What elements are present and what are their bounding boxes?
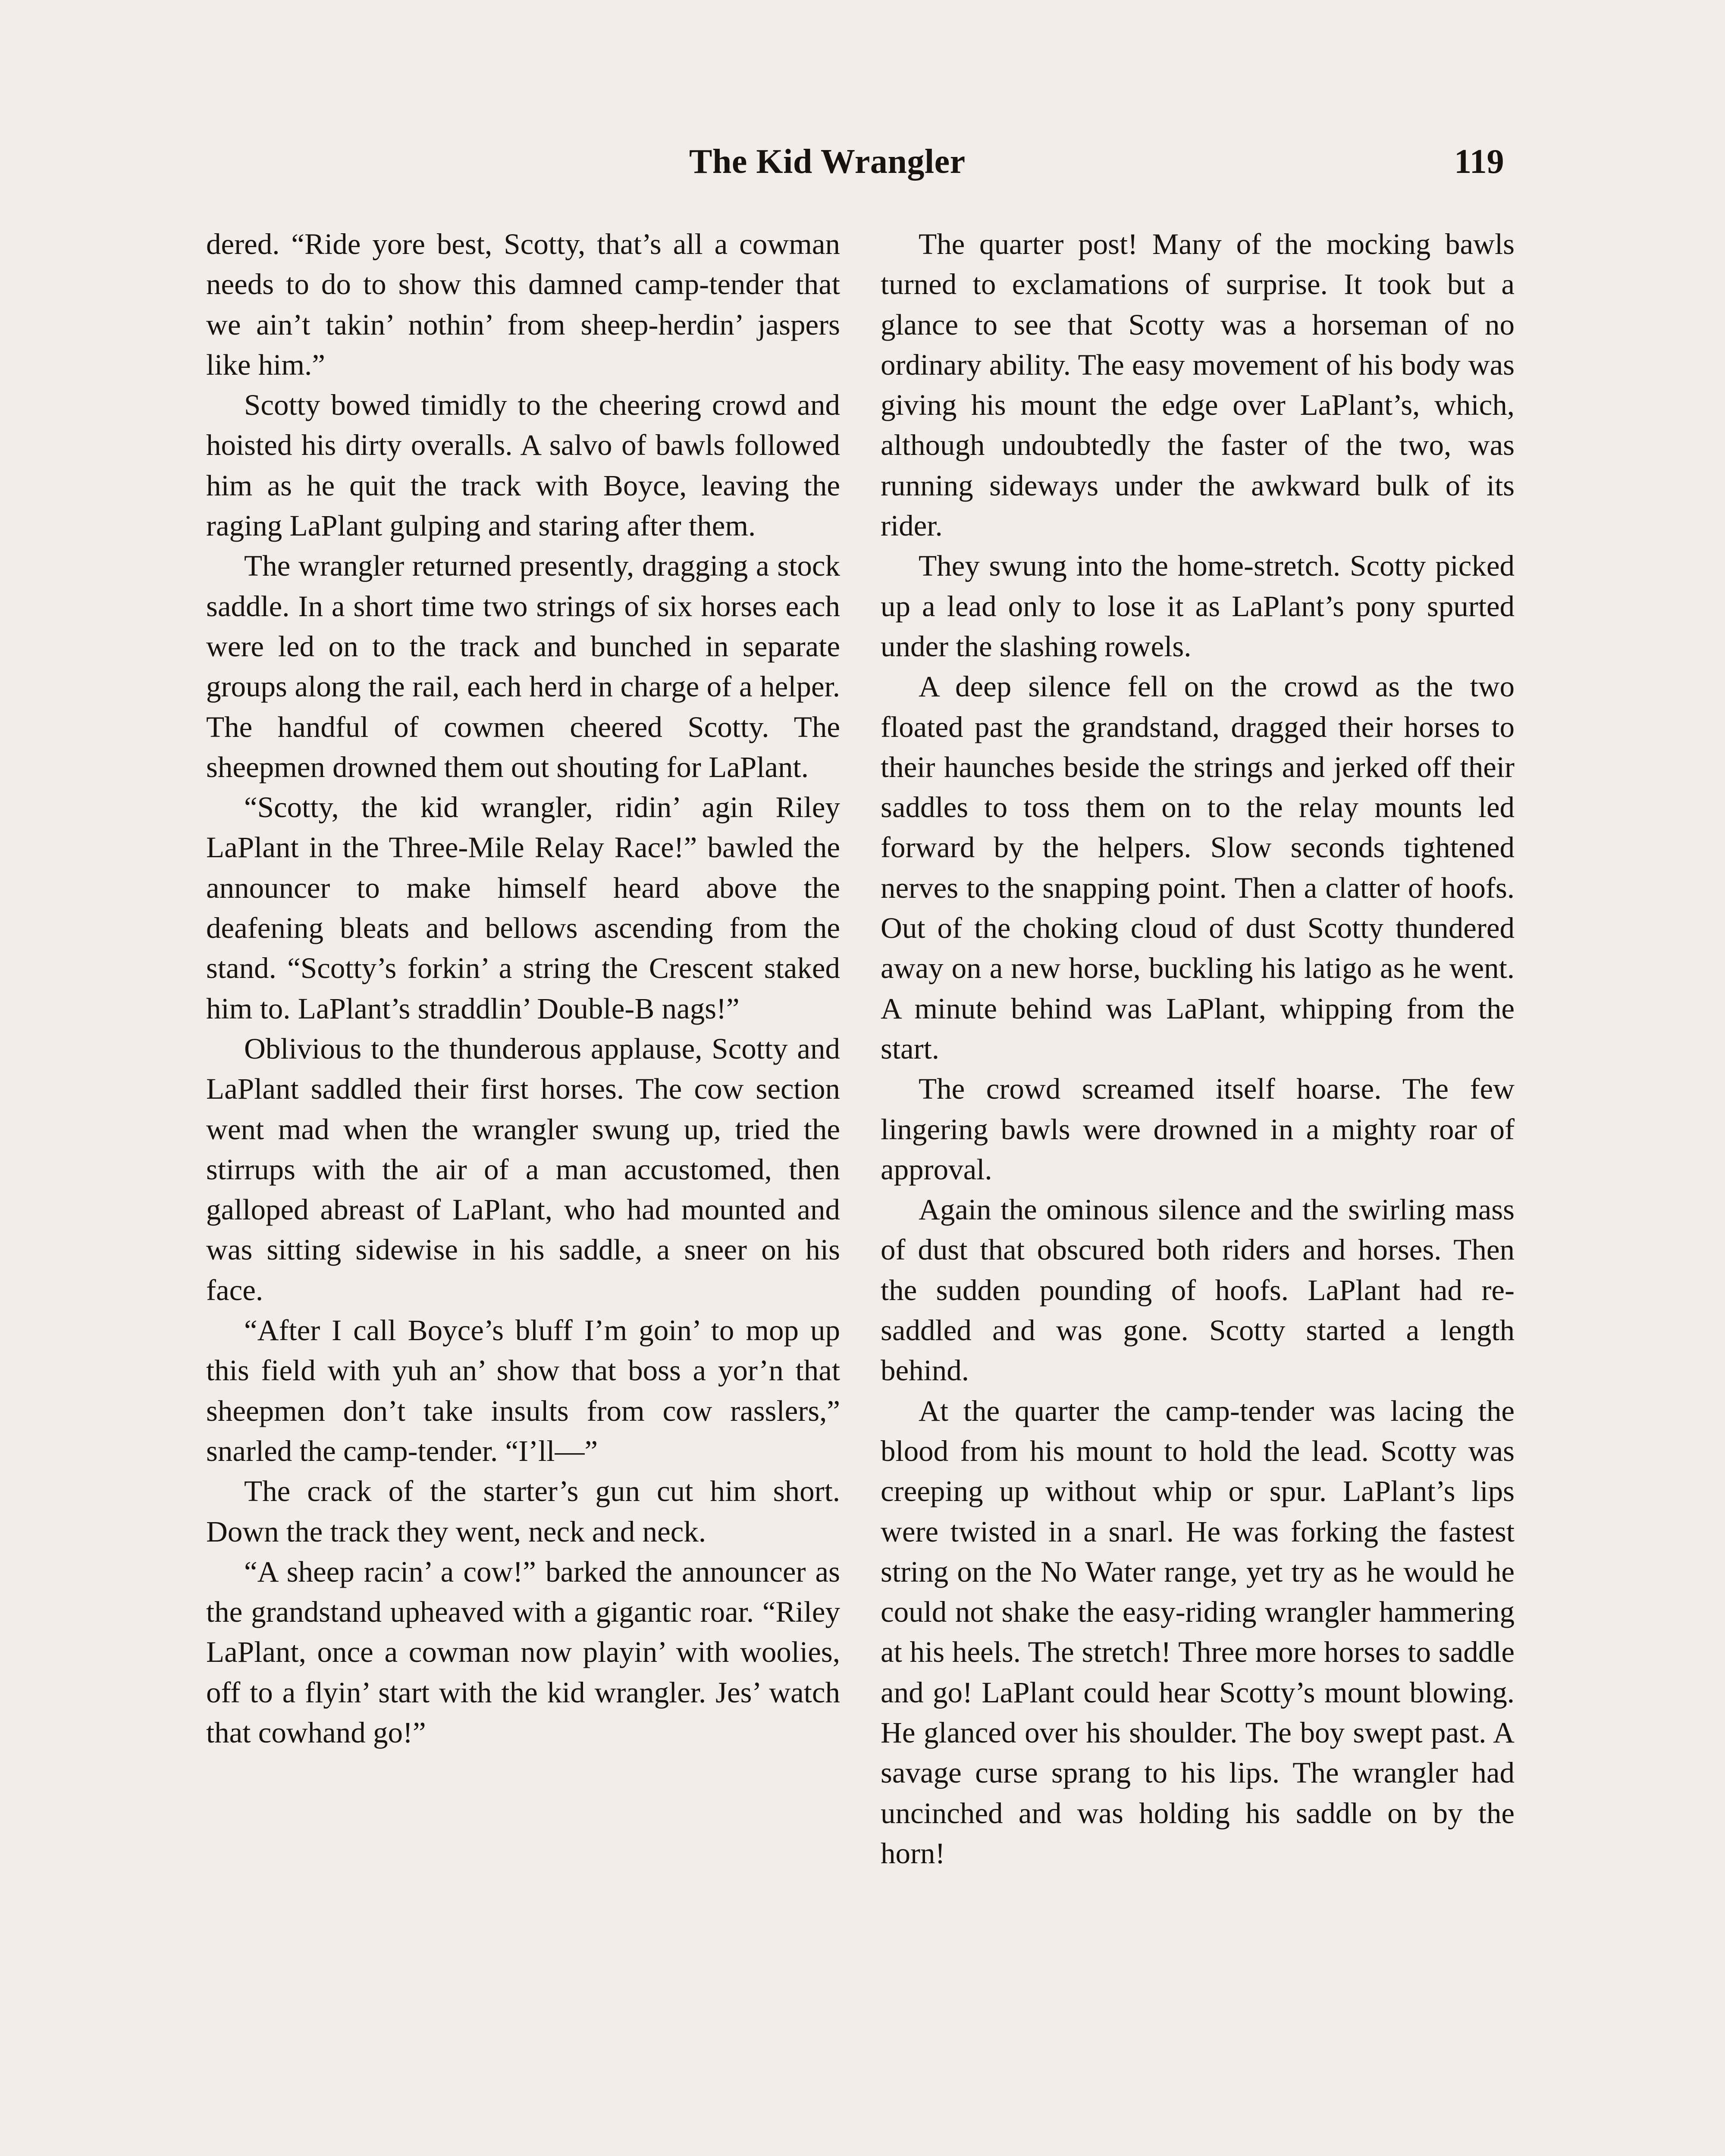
paragraph: They swung into the home-stretch. Scotty picked up a lead only to lose it as LaPlant’s pony spurted under the slashing rowels. bbox=[881, 549, 1515, 663]
paragraph: “Scotty, the kid wrangler, ridin’ agin Riley LaPlant in the Three-Mile Relay Race!” bawled the announcer to make himself heard above the deafening bleats and bellows ascending from the stand. “Scotty’s forkin’ a string the Crescent staked him to. LaPlant’s straddlin’ Double-B nags!” bbox=[206, 791, 840, 1025]
paragraph: Again the ominous silence and the swirling mass of dust that obscured both riders and horses. Then the sudden pounding of hoofs. LaPlant had re-saddled and was gone. Scotty started a length behind. bbox=[881, 1193, 1515, 1387]
paragraph: Oblivious to the thunderous applause, Scotty and LaPlant saddled their first horses. The cow section went mad when the wrangler swung up, tried the stirrups with the air of a man accustomed, then galloped abreast of LaPlant, who had mounted and was sitting sidewise in his saddle, a sneer on his face. bbox=[206, 1032, 840, 1307]
page-number: 119 bbox=[1454, 143, 1504, 181]
left-text-column bbox=[206, 224, 840, 1753]
running-header-title: The Kid Wrangler bbox=[689, 143, 966, 181]
paragraph: The wrangler returned presently, dragging a stock saddle. In a short time two strings of six horses each were led on to the track and bunched in separate groups along the rail, each herd in charge of a helper. The handful of cowmen cheered Scotty. The sheepmen drowned them out shouting for LaPlant. bbox=[206, 549, 840, 783]
paragraph: A deep silence fell on the crowd as the two floated past the grandstand, dragged their horses to their haunches beside the strings and jerked off their saddles to toss them on to the relay mounts led forward by the helpers. Slow seconds tightened nerves to the snapping point. Then a clatter of hoofs. Out of the choking cloud of dust Scotty thundered away on a new horse, buckling his latigo as he went. A minute behind was LaPlant, whipping from the start. bbox=[881, 670, 1515, 1065]
paragraph: The crack of the starter’s gun cut him short. Down the track they went, neck and neck. bbox=[206, 1475, 840, 1548]
paragraph: The crowd screamed itself hoarse. The few lingering bawls were drowned in a mighty roar of approval. bbox=[881, 1072, 1515, 1186]
paragraph: “After I call Boyce’s bluff I’m goin’ to mop up this field with yuh an’ show that boss a yor’n that sheepmen don’t take insults from cow rasslers,” snarled the camp-tender. “I’ll—” bbox=[206, 1314, 840, 1467]
paragraph: At the quarter the camp-tender was lacing the blood from his mount to hold the lead. Scotty was creeping up without whip or spur. LaPlant’s lips were twisted in a snarl. He was forking the fastest string on the No Water range, yet try as he would he could not shake the easy-riding wrangler hammering at his heels. The stretch! Three more horses to saddle and go! LaPlant could hear Scotty’s mount blowing. He glanced over his shoulder. The boy swept past. A savage curse sprang to his lips. The wrangler had uncinched and was holding his saddle on by the horn! bbox=[881, 1394, 1515, 1870]
paragraph: dered. “Ride yore best, Scotty, that’s all a cowman needs to do to show this damned camp-tender that we ain’t takin’ nothin’ from sheep-herdin’ jaspers like him.” bbox=[206, 228, 840, 381]
paragraph: Scotty bowed timidly to the cheering crowd and hoisted his dirty overalls. A salvo of bawls followed him as he quit the track with Boyce, leaving the raging LaPlant gulping and staring after them. bbox=[206, 389, 840, 542]
right-text-column bbox=[881, 224, 1515, 1874]
paragraph: The quarter post! Many of the mocking bawls turned to exclamations of surprise. It took but a glance to see that Scotty was a horseman of no ordinary ability. The easy movement of his body was giving his mount the edge over LaPlant’s, which, although undoubtedly the faster of the two, was running sideways under the awkward bulk of its rider. bbox=[881, 228, 1515, 542]
paragraph: “A sheep racin’ a cow!” barked the announcer as the grandstand upheaved with a gigantic roar. “Riley LaPlant, once a cowman now playin’ with woolies, off to a flyin’ start with the kid wrangler. Jes’ watch that cowhand go!” bbox=[206, 1555, 840, 1749]
